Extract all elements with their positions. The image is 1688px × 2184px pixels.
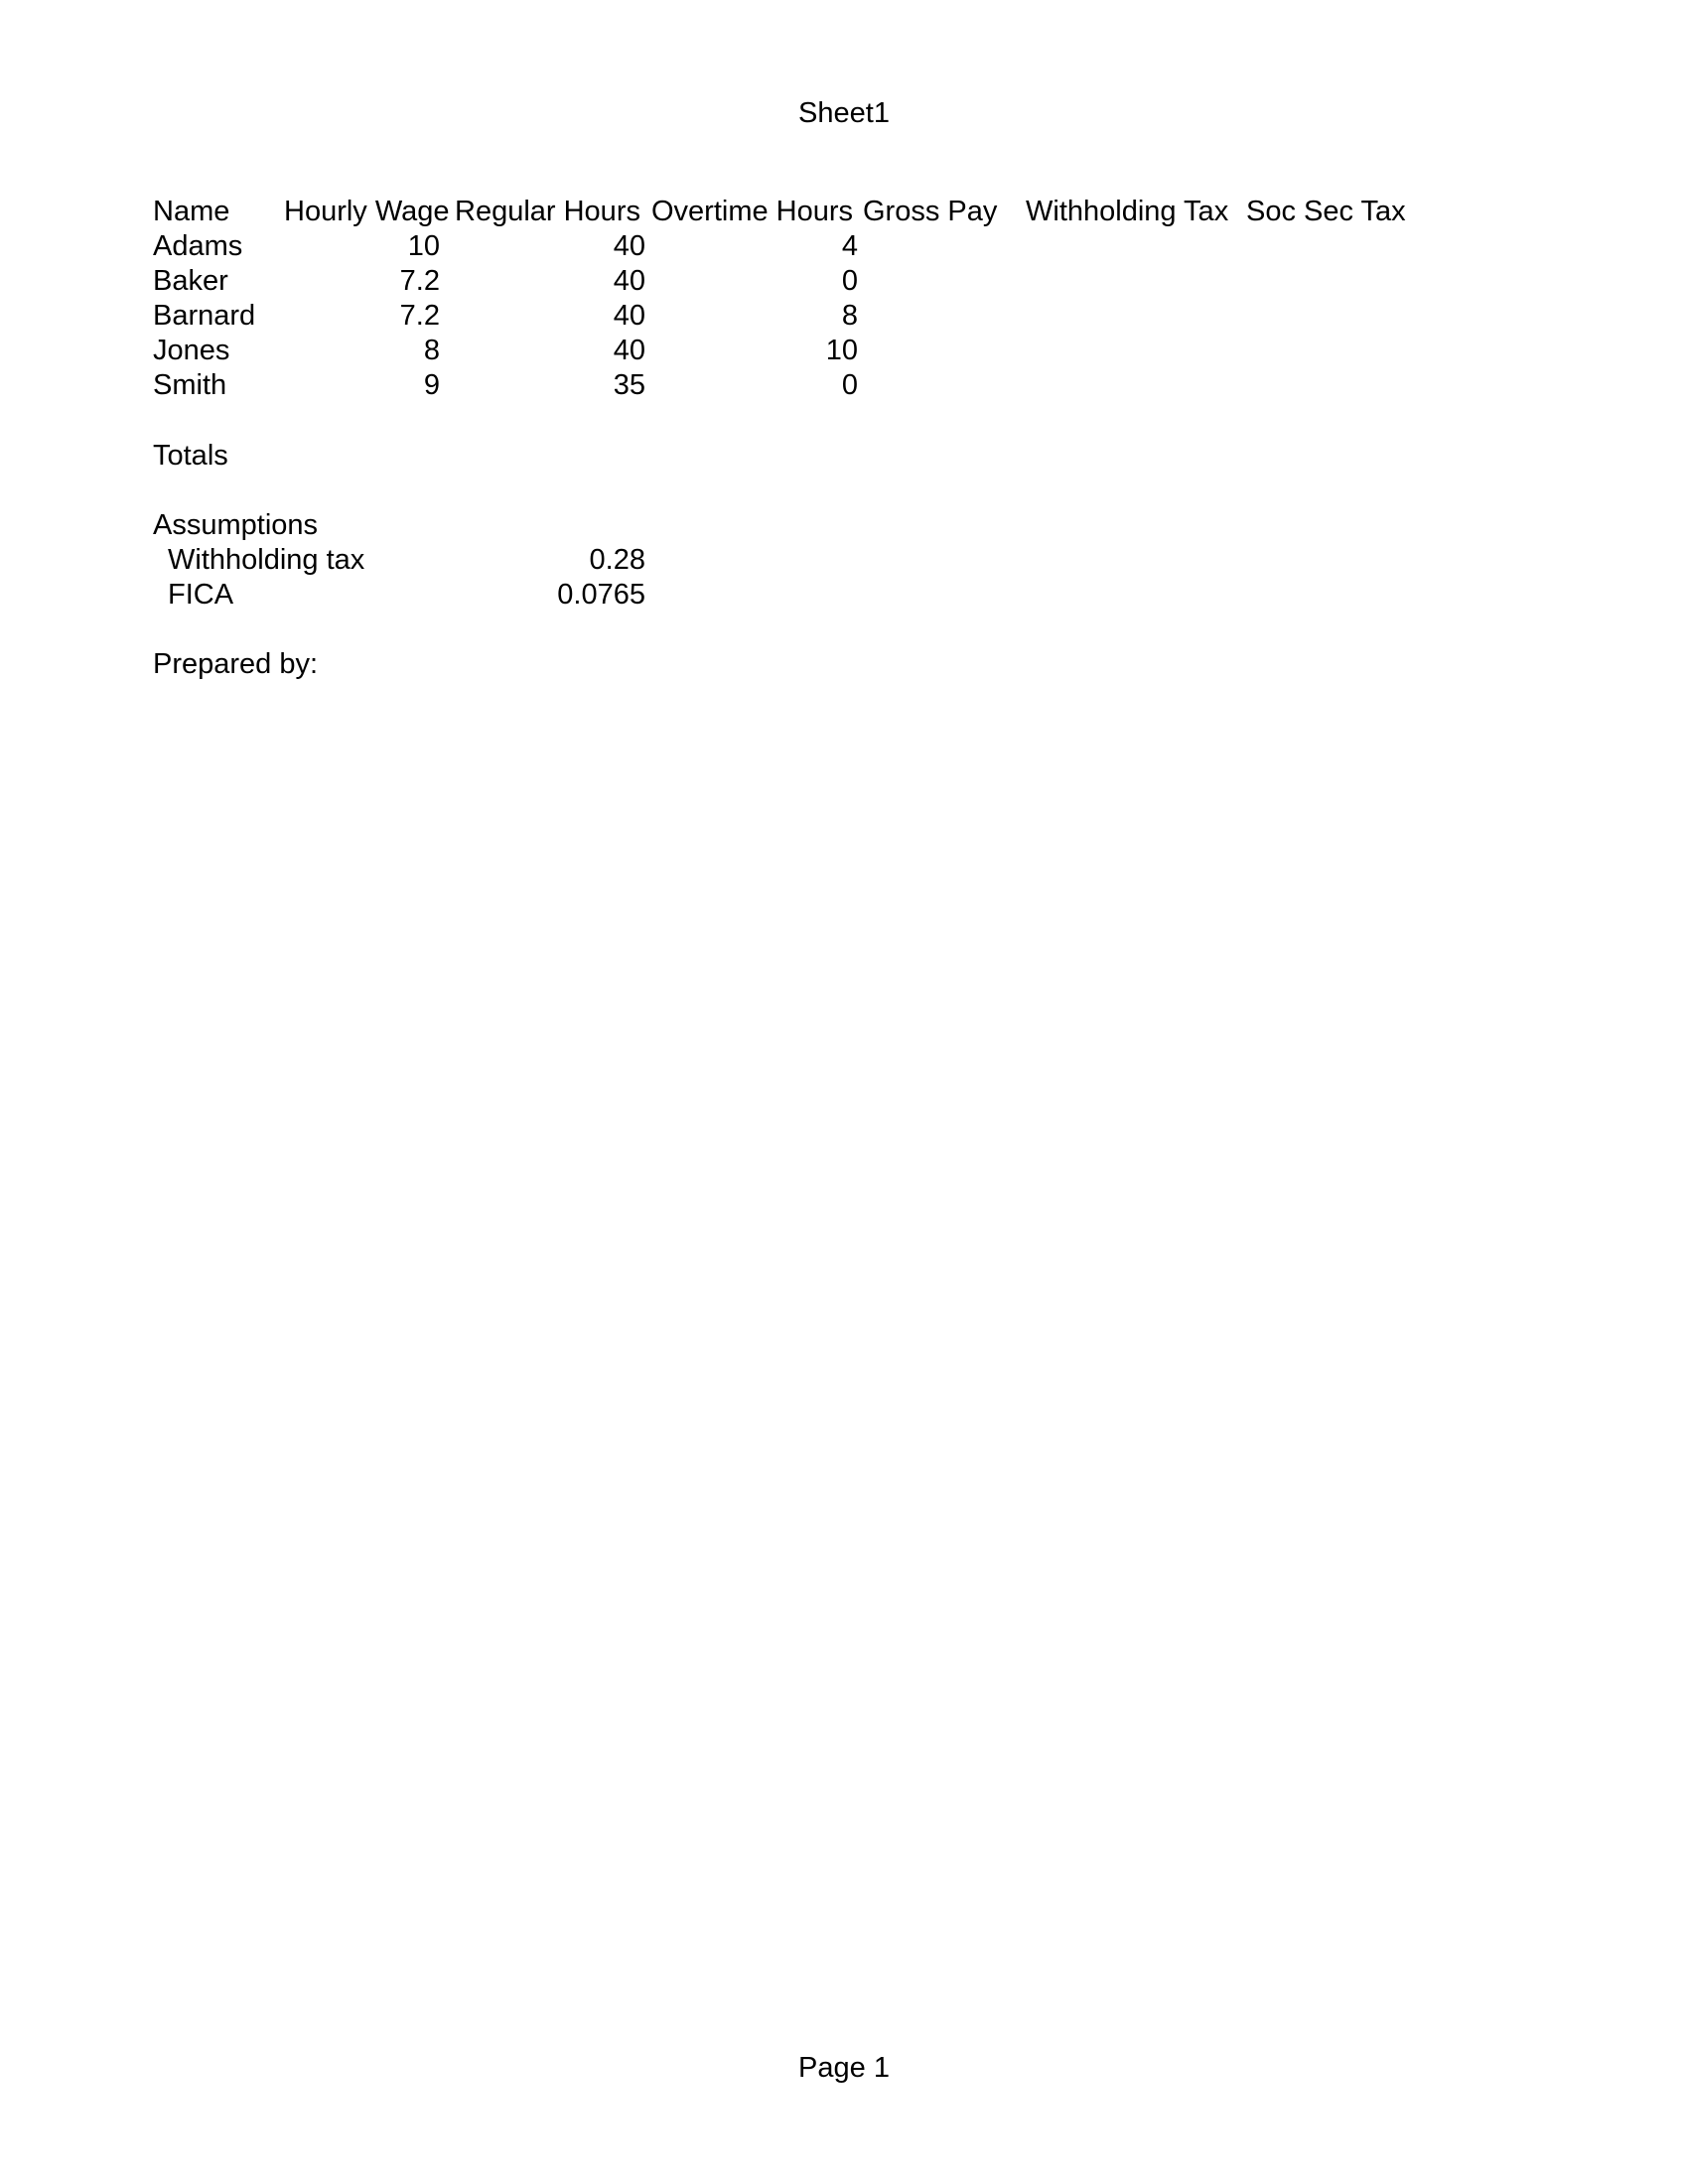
column-header-soc-sec-tax: Soc Sec Tax — [1246, 196, 1406, 227]
cell-name: Baker — [153, 265, 228, 297]
cell-overtime-hours: 0 — [841, 369, 858, 401]
column-header-name: Name — [153, 196, 230, 227]
cell-overtime-hours: 10 — [825, 335, 858, 366]
cell-regular-hours: 35 — [613, 369, 645, 401]
cell-hourly-wage: 7.2 — [399, 265, 440, 297]
cell-hourly-wage: 8 — [423, 335, 440, 366]
cell-name: Jones — [153, 335, 230, 366]
column-header-withholding-tax: Withholding Tax — [1026, 196, 1229, 227]
column-header-hourly-wage: Hourly Wage — [284, 196, 450, 227]
column-header-gross-pay: Gross Pay — [863, 196, 998, 227]
assumption-fica-label: FICA — [168, 579, 234, 611]
cell-regular-hours: 40 — [613, 265, 645, 297]
prepared-by-label: Prepared by: — [153, 648, 319, 680]
cell-name: Smith — [153, 369, 227, 401]
assumption-withholding-tax-value: 0.28 — [589, 544, 645, 576]
cell-regular-hours: 40 — [613, 300, 645, 332]
cell-name: Barnard — [153, 300, 256, 332]
cell-hourly-wage: 7.2 — [399, 300, 440, 332]
column-header-overtime-hours: Overtime Hours — [651, 196, 854, 227]
assumptions-label: Assumptions — [153, 509, 319, 541]
cell-hourly-wage: 9 — [423, 369, 440, 401]
cell-hourly-wage: 10 — [407, 230, 440, 262]
sheet-title: Sheet1 — [798, 97, 890, 129]
cell-regular-hours: 40 — [613, 230, 645, 262]
totals-label: Totals — [153, 440, 228, 472]
cell-regular-hours: 40 — [613, 335, 645, 366]
cell-overtime-hours: 8 — [841, 300, 858, 332]
page-number: Page 1 — [798, 2052, 890, 2084]
cell-overtime-hours: 0 — [841, 265, 858, 297]
assumption-fica-value: 0.0765 — [557, 579, 645, 611]
assumption-withholding-tax-label: Withholding tax — [168, 544, 365, 576]
column-header-regular-hours: Regular Hours — [455, 196, 640, 227]
cell-overtime-hours: 4 — [841, 230, 858, 262]
cell-name: Adams — [153, 230, 243, 262]
